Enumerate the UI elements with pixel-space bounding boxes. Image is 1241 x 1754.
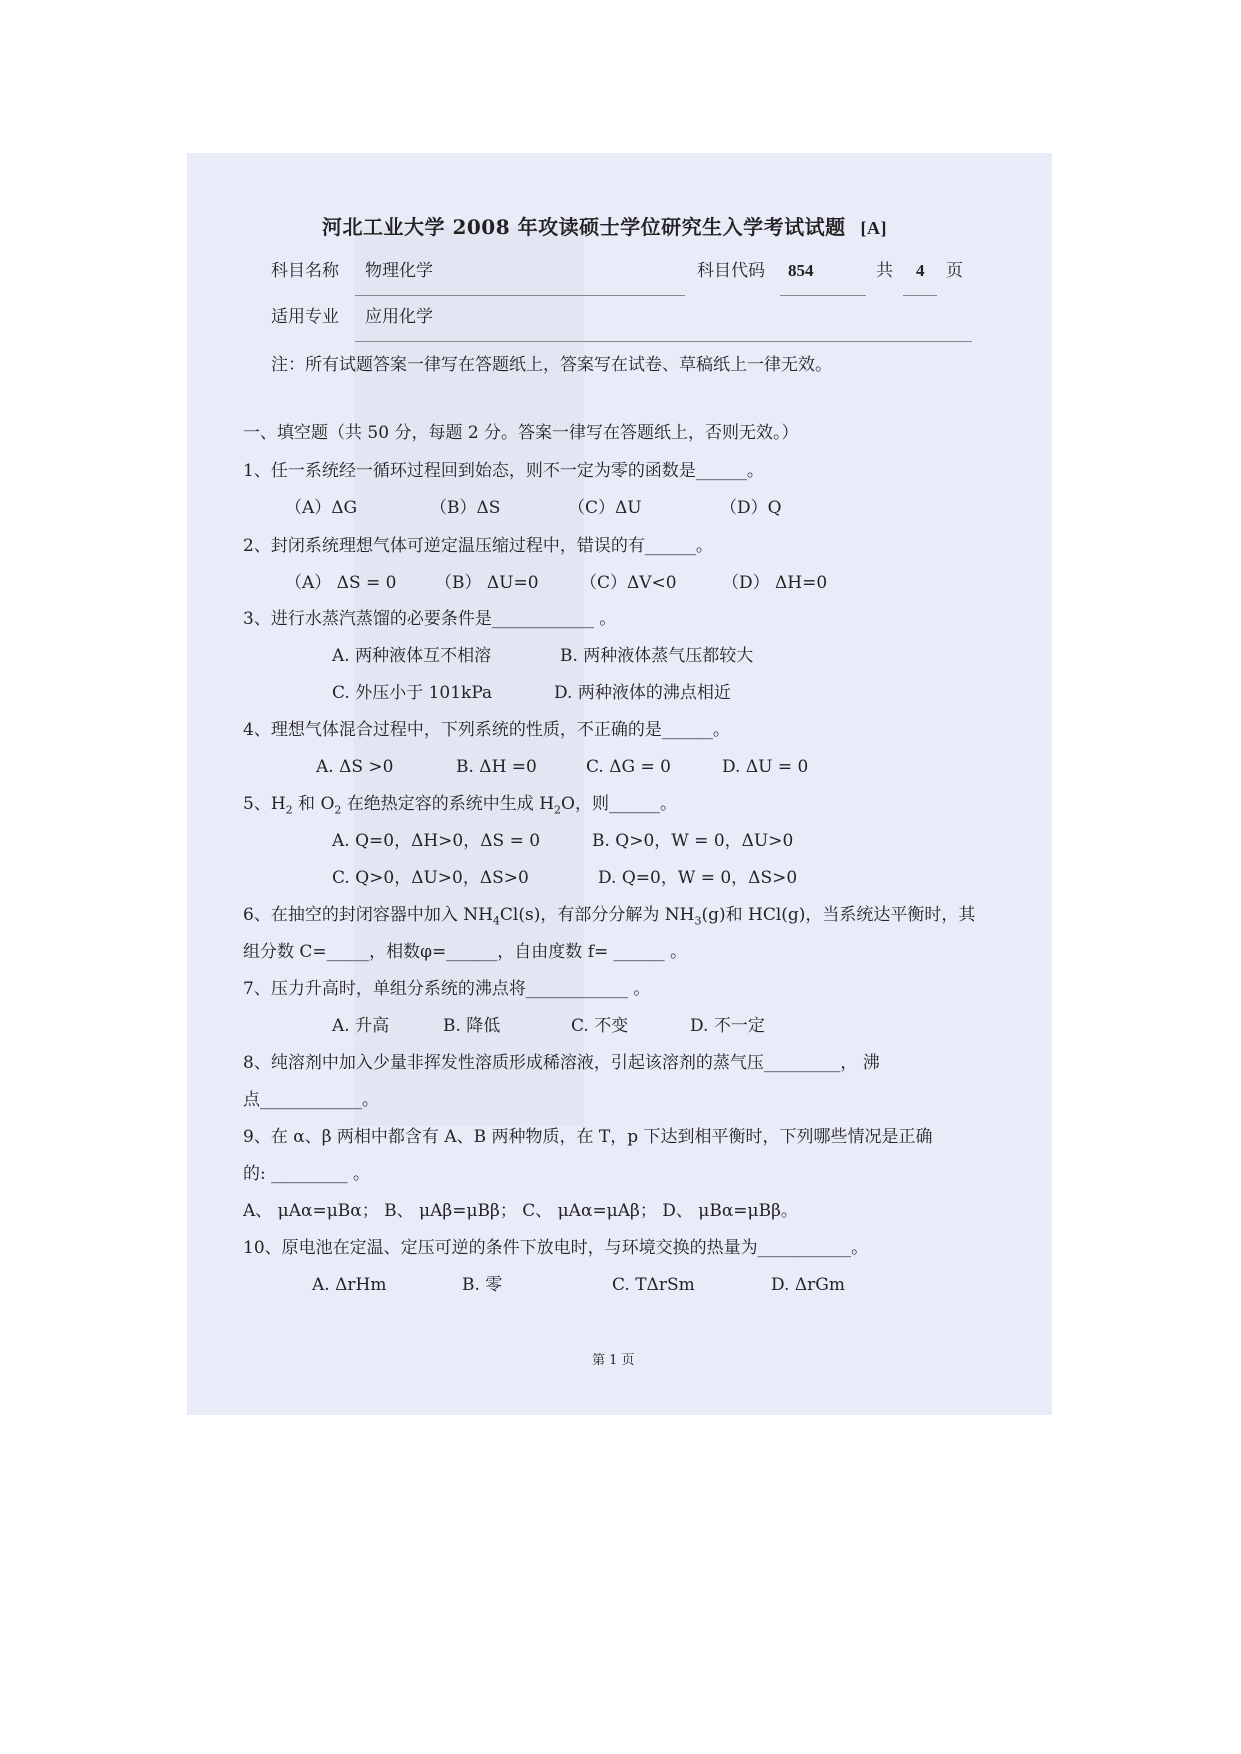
question-2-stem: 2、封闭系统理想气体可逆定温压缩过程中，错误的有______。 xyxy=(243,536,713,556)
question-2-option-d: （D） ΔH=0 xyxy=(722,573,828,593)
total-pages-label-pre: 共 xyxy=(876,261,893,281)
question-2-option-a: （A） ΔS = 0 xyxy=(285,573,397,593)
question-9-options: A、 μAα=μBα； B、 μAβ=μBβ； C、 μAα=μAβ； D、 μBα=μBβ。 xyxy=(243,1201,798,1221)
exam-title: 河北工业大学 2008 年攻读硕士学位研究生入学考试试题 [A] xyxy=(322,215,888,239)
total-pages-value: 4 xyxy=(916,261,925,280)
question-2-option-b: （B） ΔU=0 xyxy=(435,573,539,593)
question-1-option-d: （D）Q xyxy=(720,498,782,518)
scanned-page xyxy=(187,153,1052,1415)
question-3-option-d: D. 两种液体的沸点相近 xyxy=(554,683,731,703)
question-3-stem: 3、进行水蒸汽蒸馏的必要条件是____________ 。 xyxy=(243,609,617,629)
question-8-stem-line-2: 点____________。 xyxy=(243,1090,379,1110)
instructions-note: 注：所有试题答案一律写在答题纸上，答案写在试卷、草稿纸上一律无效。 xyxy=(271,355,832,375)
question-10-option-b: B. 零 xyxy=(462,1275,503,1295)
major-value: 应用化学 xyxy=(365,307,433,327)
question-5-stem: 5、$H_2$ 和 $O_2$ 在绝热定容的系统中生成 $H_2O$，则______。 xyxy=(243,794,677,817)
question-7-option-d: D. 不一定 xyxy=(690,1016,765,1036)
question-2-option-c: （C）ΔV<0 xyxy=(580,573,677,593)
question-4-stem: 4、理想气体混合过程中，下列系统的性质，不正确的是______。 xyxy=(243,720,730,740)
subject-name-underline xyxy=(355,295,685,296)
section-heading: 一、填空题（共 50 分，每题 2 分。答案一律写在答题纸上，否则无效。） xyxy=(243,423,799,443)
question-7-option-a: A. 升高 xyxy=(332,1016,390,1036)
question-1-option-c: （C）ΔU xyxy=(568,498,642,518)
question-1-stem: 1、任一系统经一循环过程回到始态，则不一定为零的函数是______。 xyxy=(243,461,764,481)
question-4-option-d: D. ΔU = 0 xyxy=(722,757,809,777)
question-7-option-c: C. 不变 xyxy=(571,1016,629,1036)
question-6-stem-line-2: 组分数 C=_____，相数φ=______，自由度数 f= ______ 。 xyxy=(243,942,688,962)
major-underline xyxy=(355,341,972,342)
question-4-option-a: A. ΔS >0 xyxy=(316,757,394,777)
question-8-stem-line-1: 8、纯溶剂中加入少量非挥发性溶质形成稀溶液，引起该溶剂的蒸气压_________， 沸 xyxy=(243,1053,880,1073)
question-5-option-a: A. Q=0，ΔH>0，ΔS = 0 xyxy=(332,831,541,851)
question-10-option-a: A. ΔrHm xyxy=(312,1275,387,1295)
question-5-option-b: B. Q>0，W = 0，ΔU>0 xyxy=(592,831,794,851)
question-7-stem: 7、压力升高时，单组分系统的沸点将____________ 。 xyxy=(243,979,651,999)
question-4-option-b: B. ΔH =0 xyxy=(456,757,537,777)
question-6-stem-line-1: 6、在抽空的封闭容器中加入 $NH_4Cl(s)$，有部分分解为 $NH_3(g)$和 HCl(g)，当系统达平衡时，其 xyxy=(243,905,976,928)
question-5-option-c: C. Q>0，ΔU>0，ΔS>0 xyxy=(332,868,529,888)
question-3-option-b: B. 两种液体蒸气压都较大 xyxy=(560,646,754,666)
major-label: 适用专业 xyxy=(271,307,339,327)
question-5-option-d: D. Q=0，W = 0，ΔS>0 xyxy=(598,868,798,888)
question-10-option-c: C. TΔrSm xyxy=(612,1275,695,1295)
total-pages-label-post: 页 xyxy=(946,261,963,281)
question-1-option-b: （B）ΔS xyxy=(430,498,501,518)
question-9-stem-line-1: 9、在 α、β 两相中都含有 A、B 两种物质，在 T，p 下达到相平衡时，下列哪些情况是正确 xyxy=(243,1127,933,1147)
question-9-stem-line-2: 的: _________ 。 xyxy=(243,1164,371,1184)
question-4-option-c: C. ΔG = 0 xyxy=(586,757,671,777)
subject-code-underline xyxy=(780,295,866,296)
question-3-option-a: A. 两种液体互不相溶 xyxy=(332,646,492,666)
page-number: 第 1 页 xyxy=(592,1353,635,1368)
total-pages-underline xyxy=(903,295,937,296)
subject-code-value: 854 xyxy=(788,261,814,280)
question-1-option-a: （A）ΔG xyxy=(285,498,358,518)
question-3-option-c: C. 外压小于 101kPa xyxy=(332,683,493,703)
question-7-option-b: B. 降低 xyxy=(443,1016,501,1036)
subject-name-label: 科目名称 xyxy=(271,261,339,281)
subject-name-value: 物理化学 xyxy=(365,261,433,281)
subject-code-label: 科目代码 xyxy=(697,261,765,281)
question-10-option-d: D. ΔrGm xyxy=(771,1275,845,1295)
question-10-stem: 10、原电池在定温、定压可逆的条件下放电时，与环境交换的热量为___________。 xyxy=(243,1238,869,1258)
